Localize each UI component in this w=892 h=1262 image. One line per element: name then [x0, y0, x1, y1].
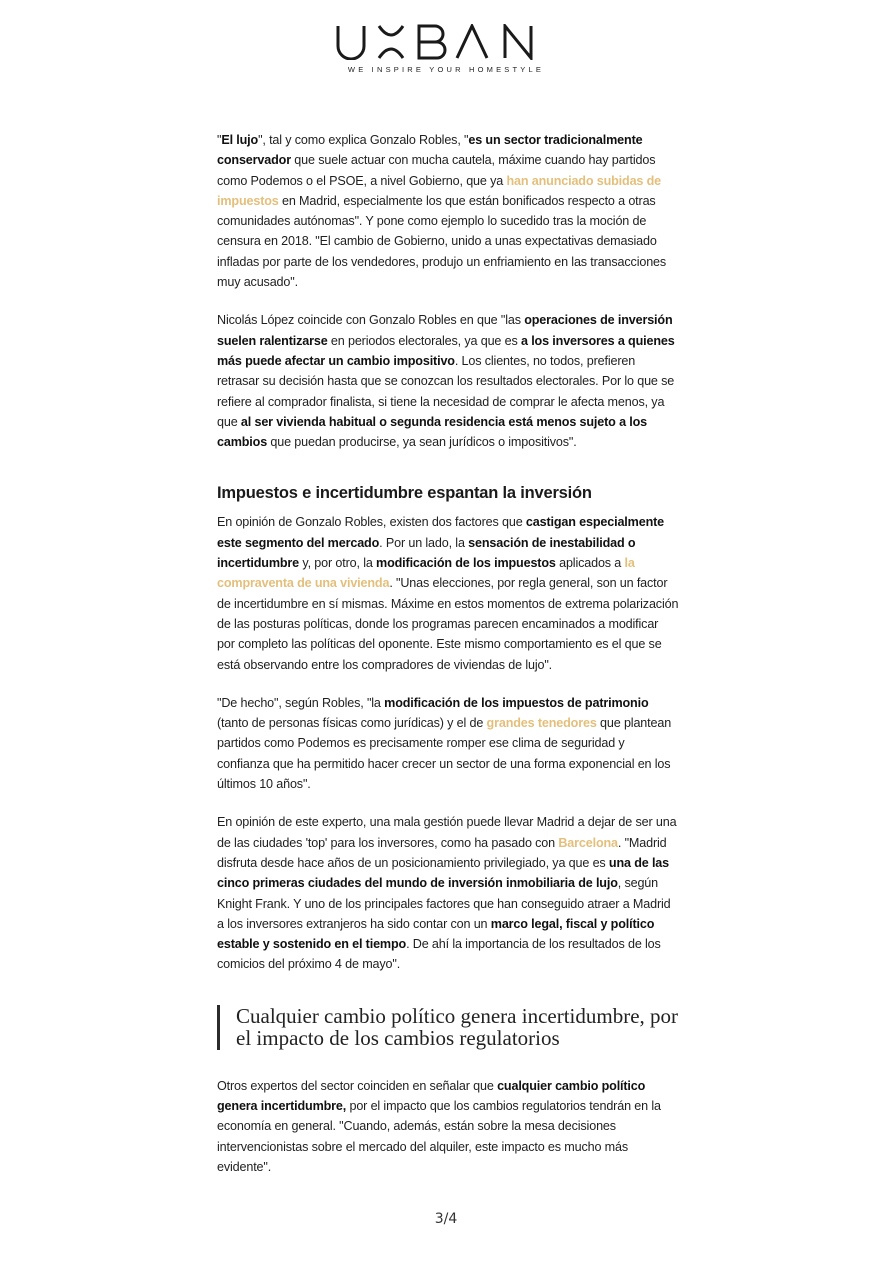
- section-heading: Impuestos e incertidumbre espantan la inversión: [217, 484, 592, 503]
- text-run: En opinión de Gonzalo Robles, existen dos factores que: [217, 515, 526, 530]
- inline-link[interactable]: Barcelona: [558, 835, 618, 850]
- text-run: "De hecho", según Robles, "la: [217, 695, 385, 710]
- brand-logo: [0, 24, 892, 74]
- bold-text: marco legal, fiscal y político estable y sostenido en el tiempo: [217, 916, 655, 952]
- inline-link[interactable]: grandes tenedores: [486, 716, 597, 731]
- text-run: Nicolás López coincide con Gonzalo Robles en que "las: [217, 313, 525, 328]
- bold-text: una de las cinco primeras ciudades del mundo de inversión inmobiliaria de lujo: [217, 855, 670, 891]
- section-taxes: [217, 512, 679, 974]
- section-intro: [217, 130, 679, 452]
- paragraph: [217, 512, 679, 674]
- text-run: ", tal y como explica Gonzalo Robles, ": [258, 133, 469, 147]
- bold-text: modificación de los impuestos: [376, 556, 556, 571]
- bold-text: modificación de los impuestos de patrimonio: [384, 695, 649, 710]
- uxban-logo-icon: [335, 24, 557, 60]
- text-run: , según Knight Frank. Y uno de los principales factores que han conseguido atraer a Madrid a los inversores extranjeros ha sido contar con un: [217, 876, 671, 931]
- brand-tagline: WE INSPIRE YOUR HOMESTYLE: [347, 65, 545, 74]
- text-run: en Madrid, especialmente los que están bonificados respecto a otras comunidades autónomas". Y pone como ejemplo lo sucedido tras la moción de censura en 2018. "El cambio de Gobierno, unido a unas expectativas demasiado infladas por parte de los vendedores, produjo un enfriamiento en las transacciones muy acusado".: [217, 193, 667, 290]
- text-run: en periodos electorales, ya que es: [327, 333, 521, 348]
- inline-link[interactable]: la compraventa de una vivienda: [217, 556, 635, 591]
- text-run: aplicados a: [555, 556, 625, 571]
- paragraph: [217, 1076, 679, 1177]
- bold-text: operaciones de inversión suelen ralentizarse: [217, 313, 673, 348]
- bold-text: cualquier cambio político genera incertidumbre,: [217, 1078, 646, 1113]
- bold-text: a los inversores a quienes más puede afectar un cambio impositivo: [217, 333, 675, 368]
- bold-text: sensación de inestabilidad o incertidumbre: [217, 535, 636, 571]
- inline-link[interactable]: han anunciado subidas de impuestos: [217, 173, 662, 208]
- paragraph: [217, 130, 679, 292]
- paragraph: [217, 310, 679, 452]
- text-run: En opinión de este experto, una mala gestión puede llevar Madrid a dejar de ser una de las ciudades 'top' para los inversores, como ha pasado con: [217, 815, 677, 850]
- pull-quote: Cualquier cambio político genera incertidumbre, por el impacto de los cambios regulatorios: [217, 1005, 679, 1050]
- bold-text: al ser vivienda habitual o segunda residencia está menos sujeto a los cambios: [217, 414, 648, 450]
- text-run: . Los clientes, no todos, prefieren retrasar su decisión hasta que se conozcan los resultados electorales. Por lo que se refiere al comprador finalista, si tiene la necesidad de comprar le afecta menos, ya que: [217, 353, 675, 429]
- text-run: . "Unas elecciones, por regla general, son un factor de incertidumbre en sí mismas. Máxime en estos momentos de extrema polarización de las posturas políticas, donde los programas parecen encaminados a modificar por completo las políticas del oponente. Este mismo comportamiento es el que se está observando entre los compradores de viviendas de lujo".: [217, 576, 679, 672]
- text-run: y, por otro, la: [299, 556, 377, 571]
- text-run: . De ahí la importancia de los resultados de los comicios del próximo 4 de mayo".: [217, 937, 661, 972]
- text-run: por el impacto que los cambios regulatorios tendrán en la economía en general. "Cuando, además, están sobre la mesa decisiones intervencionistas sobre el mercado del alquiler, este impacto es mucho más evidente".: [217, 1098, 661, 1174]
- bold-text: es un sector tradicionalmente conservador: [217, 133, 643, 168]
- section-experts: [217, 1076, 679, 1177]
- text-run: (tanto de personas físicas como jurídicas) y el de: [217, 716, 487, 731]
- text-run: . "Madrid disfruta desde hace años de un posicionamiento privilegiado, ya que es: [217, 835, 667, 870]
- paragraph: [217, 693, 679, 794]
- bold-text: castigan especialmente este segmento del mercado: [217, 515, 665, 550]
- bold-text: El lujo: [221, 133, 259, 147]
- page-indicator: 3/4: [434, 1211, 458, 1227]
- text-run: que puedan producirse, ya sean jurídicos o impositivos".: [267, 435, 577, 450]
- article-body: [217, 130, 679, 1195]
- text-run: que suele actuar con mucha cautela, máxime cuando hay partidos como Podemos o el PSOE, a nivel Gobierno, que ya: [217, 153, 656, 188]
- text-run: . Por un lado, la: [379, 535, 469, 550]
- text-run: Otros expertos del sector coinciden en señalar que: [217, 1078, 498, 1093]
- paragraph: [217, 812, 679, 974]
- text-run: que plantean partidos como Podemos es precisamente romper ese clima de seguridad y confianza que ha permitido hacer crecer un sector de una forma exponencial en los últimos 10 años".: [217, 716, 672, 792]
- text-run: ": [217, 133, 222, 147]
